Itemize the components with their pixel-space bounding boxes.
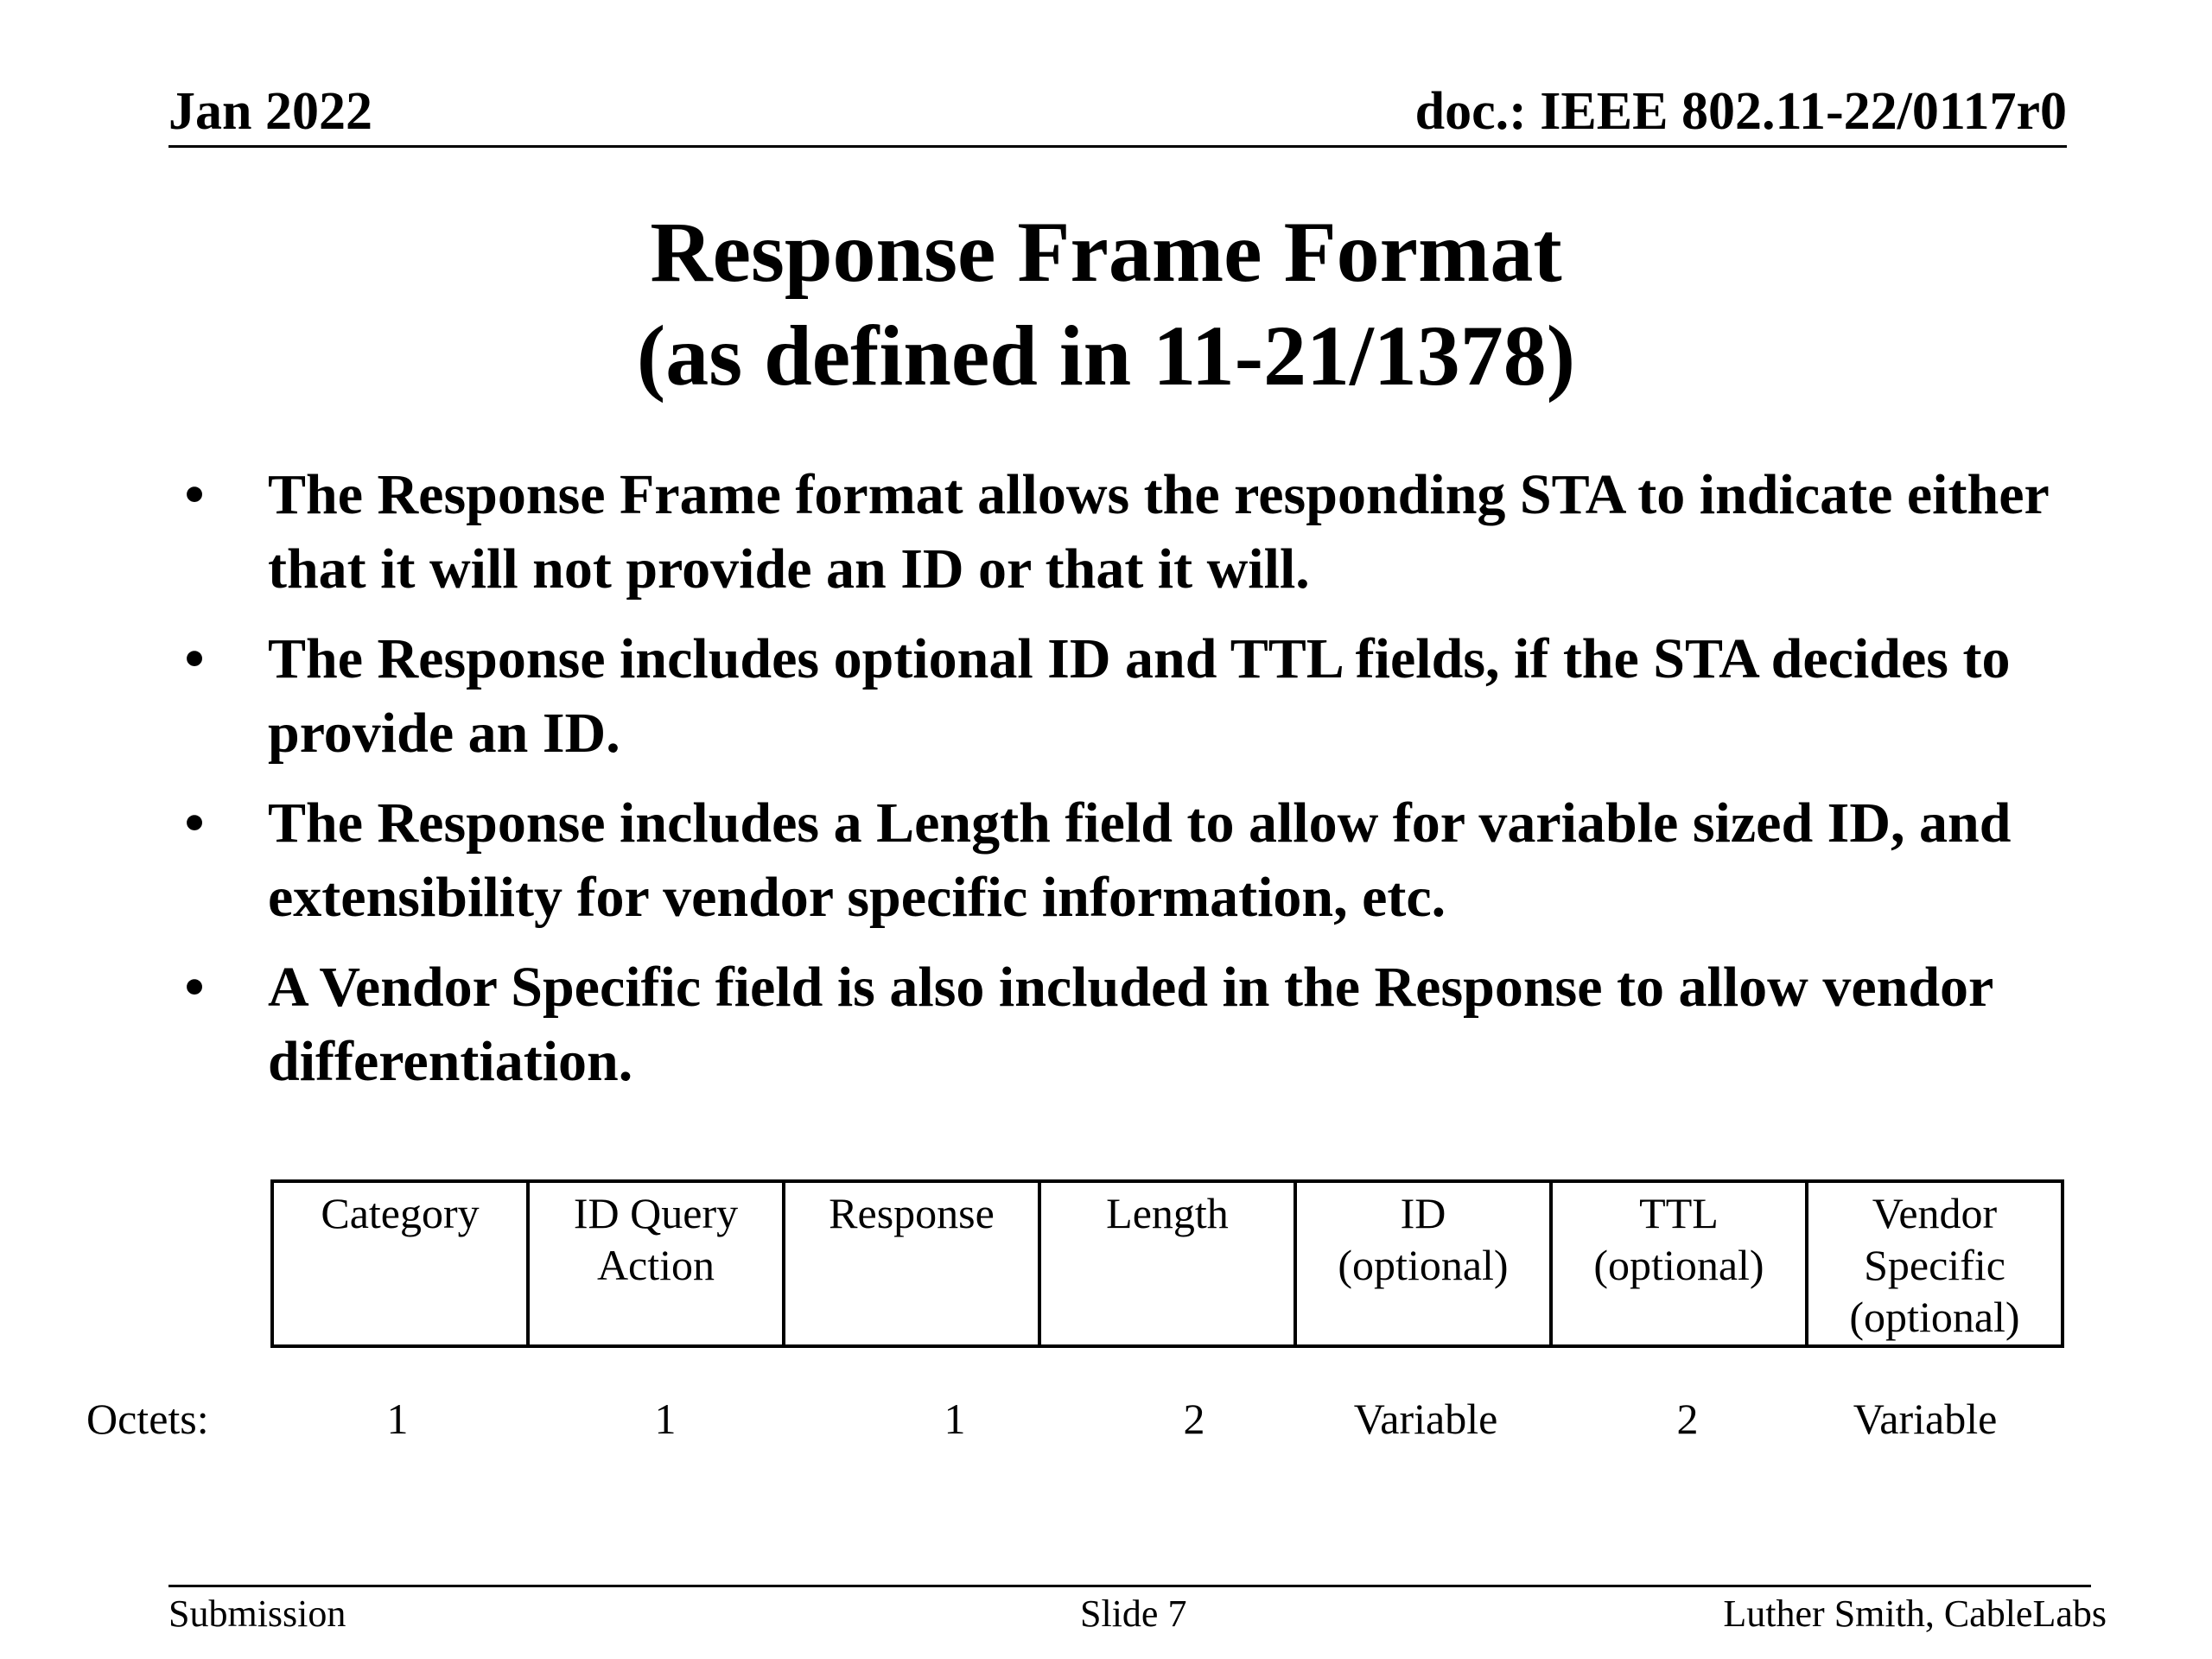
field-label: Category <box>321 1189 480 1237</box>
field-label: Length <box>1106 1189 1229 1237</box>
footer-author: Luther Smith, CableLabs <box>1723 1592 2107 1635</box>
bullet-item <box>177 786 2078 935</box>
bullet-dot: • <box>184 627 205 690</box>
field-category <box>272 1181 528 1346</box>
header-doc-id: doc.: IEEE 802.11-22/0117r0 <box>1414 82 2067 141</box>
octets-category: 1 <box>386 1395 409 1443</box>
bullet-dot: • <box>184 956 205 1019</box>
footer-slide-number: Slide 7 <box>1080 1592 1187 1635</box>
bullet-item <box>177 458 2078 607</box>
field-label: Vendor <box>1872 1189 1998 1237</box>
header-date: Jan 2022 <box>168 82 372 141</box>
footer-submission: Submission <box>168 1592 346 1635</box>
field-label: (optional) <box>1849 1293 2020 1341</box>
bullet-text: The Response includes a Length field to allow for variable sized ID, and extensibility for vendor specific information, etc. <box>268 791 2012 929</box>
field-length <box>1039 1181 1295 1346</box>
field-label: Specific <box>1864 1241 2005 1289</box>
slide-title-line-1: Response Frame Format <box>650 204 1562 300</box>
octets-length: 2 <box>1183 1395 1205 1443</box>
octets-response: 1 <box>944 1395 966 1443</box>
octets-id: Variable <box>1353 1395 1498 1443</box>
octets-id-query-action: 1 <box>654 1395 677 1443</box>
field-label: (optional) <box>1338 1241 1509 1289</box>
slide-title <box>0 200 2212 408</box>
bullet-text: A Vendor Specific field is also included in the Response to allow vendor differentiation. <box>268 956 1993 1093</box>
field-ttl <box>1551 1181 1807 1346</box>
field-id <box>1295 1181 1551 1346</box>
header-rule <box>168 145 2067 148</box>
bullet-text: The Response Frame format allows the responding STA to indicate either that it will not provide an ID or that it will. <box>268 463 2049 601</box>
octets-ttl: 2 <box>1676 1395 1699 1443</box>
footer-rule <box>168 1585 2091 1587</box>
field-label: ID <box>1400 1189 1446 1237</box>
octets-vendor-specific: Variable <box>1853 1395 1998 1443</box>
frame-field-row <box>272 1181 2063 1346</box>
octets-label: Octets: <box>86 1395 209 1443</box>
bullet-item <box>177 622 2078 771</box>
field-label: Response <box>829 1189 995 1237</box>
bullet-text: The Response includes optional ID and TTL fields, if the STA decides to provide an ID. <box>268 627 2011 765</box>
field-response <box>784 1181 1039 1346</box>
field-label: (optional) <box>1593 1241 1764 1289</box>
field-id-query-action <box>528 1181 784 1346</box>
field-vendor-specific <box>1807 1181 2063 1346</box>
frame-format-table <box>270 1179 2064 1348</box>
bullet-list <box>177 458 2078 1115</box>
field-label: TTL <box>1639 1189 1719 1237</box>
slide-title-line-2: (as defined in 11-21/1378) <box>636 308 1576 404</box>
field-label: ID Query <box>573 1189 739 1237</box>
bullet-item <box>177 950 2078 1099</box>
bullet-dot: • <box>184 791 205 855</box>
field-label: Action <box>596 1241 715 1289</box>
bullet-dot: • <box>184 463 205 526</box>
